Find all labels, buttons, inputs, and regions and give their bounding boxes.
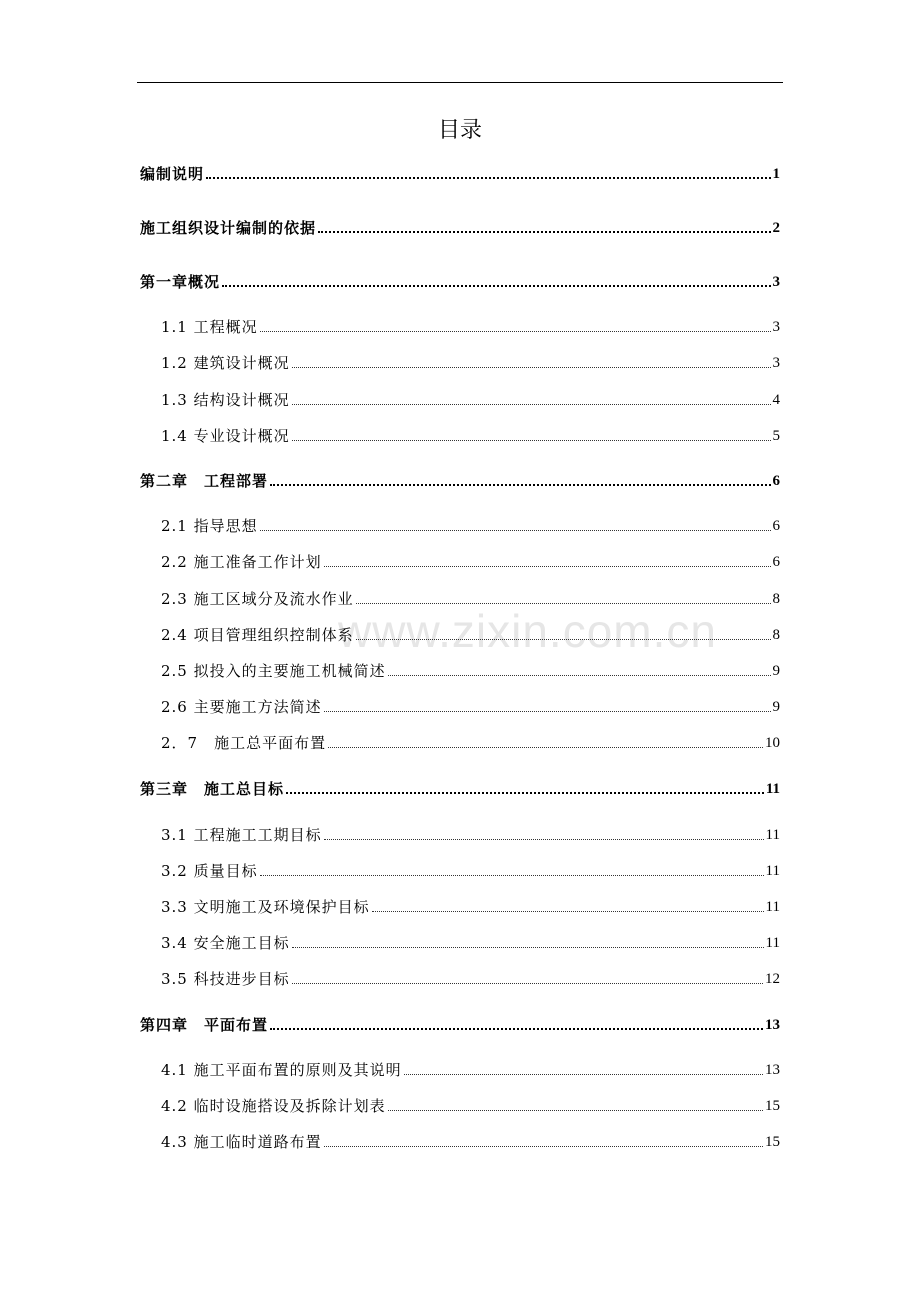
toc-entry-label: 第四章 平面布置 bbox=[140, 1016, 269, 1034]
toc-entry-label: 3.2 质量目标 bbox=[161, 862, 258, 880]
toc-section-entry[interactable] bbox=[161, 588, 780, 610]
toc-chapter-entry[interactable] bbox=[140, 1014, 780, 1036]
toc-page-number: 8 bbox=[772, 627, 780, 643]
toc-page-number: 4 bbox=[772, 392, 780, 408]
toc-section-entry[interactable] bbox=[161, 860, 780, 882]
toc-section-entry[interactable] bbox=[161, 696, 780, 718]
toc-dot-leader bbox=[324, 566, 771, 567]
toc-page-number: 13 bbox=[765, 1017, 780, 1033]
toc-section-entry[interactable] bbox=[161, 551, 780, 573]
toc-section-entry[interactable] bbox=[161, 352, 780, 374]
toc-page-number: 11 bbox=[765, 863, 780, 879]
toc-section-entry[interactable] bbox=[161, 316, 780, 338]
toc-section-entry[interactable] bbox=[161, 515, 780, 537]
toc-page-number: 3 bbox=[772, 319, 780, 335]
toc-entry-label: 1.4 专业设计概况 bbox=[161, 427, 290, 445]
toc-section-entry[interactable] bbox=[161, 732, 780, 754]
toc-dot-leader bbox=[292, 983, 763, 984]
toc-entry-label: 2.6 主要施工方法简述 bbox=[161, 698, 322, 716]
toc-page-number: 11 bbox=[765, 935, 780, 951]
toc-page-number: 6 bbox=[772, 473, 780, 489]
toc-entry-label: 4.2 临时设施搭设及拆除计划表 bbox=[161, 1097, 386, 1115]
toc-dot-leader bbox=[260, 530, 771, 531]
toc-chapter-entry[interactable] bbox=[140, 470, 780, 492]
toc-page-number: 6 bbox=[772, 554, 780, 570]
toc-entry-label: 施工组织设计编制的依据 bbox=[140, 219, 317, 237]
toc-section-entry[interactable] bbox=[161, 932, 780, 954]
toc-entry-label: 1.1 工程概况 bbox=[161, 318, 258, 336]
toc-dot-leader bbox=[260, 875, 764, 876]
toc-section-entry[interactable] bbox=[161, 660, 780, 682]
toc-dot-leader bbox=[270, 484, 770, 486]
toc-page-number: 6 bbox=[772, 518, 780, 534]
toc-page-number: 8 bbox=[772, 591, 780, 607]
toc-page-number: 9 bbox=[772, 663, 780, 679]
toc-title: 目录 bbox=[437, 118, 482, 143]
toc-dot-leader bbox=[404, 1074, 763, 1075]
toc-entry-label: 第三章 施工总目标 bbox=[140, 780, 285, 798]
toc-section-entry[interactable] bbox=[161, 624, 780, 646]
toc-page-number: 1 bbox=[772, 166, 780, 182]
toc-section-entry[interactable] bbox=[161, 389, 780, 411]
toc-page-number: 10 bbox=[765, 735, 780, 751]
toc-chapter-entry[interactable] bbox=[140, 778, 780, 800]
toc-dot-leader bbox=[324, 711, 771, 712]
toc-section-entry[interactable] bbox=[161, 896, 780, 918]
toc-page-number: 5 bbox=[772, 428, 780, 444]
toc-entry-label: 1.3 结构设计概况 bbox=[161, 391, 290, 409]
watermark: www.zixin.com.cn bbox=[338, 605, 717, 657]
toc-page-number: 11 bbox=[765, 781, 780, 797]
toc-entry-label: 3.5 科技进步目标 bbox=[161, 970, 290, 988]
toc-dot-leader bbox=[292, 947, 764, 948]
toc-dot-leader bbox=[260, 331, 771, 332]
toc-page-number: 15 bbox=[765, 1134, 780, 1150]
toc-page-number: 2 bbox=[772, 220, 780, 236]
toc-section-entry[interactable] bbox=[161, 425, 780, 447]
toc-dot-leader bbox=[324, 1146, 763, 1147]
toc-dot-leader bbox=[356, 603, 771, 604]
toc-entry-label: 3.3 文明施工及环境保护目标 bbox=[161, 898, 370, 916]
toc-section-entry[interactable] bbox=[161, 968, 780, 990]
toc-dot-leader bbox=[292, 367, 771, 368]
toc-section-entry[interactable] bbox=[161, 1095, 780, 1117]
toc-page-number: 3 bbox=[772, 355, 780, 371]
toc-dot-leader bbox=[222, 285, 770, 287]
toc-dot-leader bbox=[324, 839, 764, 840]
toc-chapter-entry[interactable] bbox=[140, 217, 780, 239]
toc-section-entry[interactable] bbox=[161, 824, 780, 846]
toc-dot-leader bbox=[286, 792, 764, 794]
toc-page-number: 15 bbox=[765, 1098, 780, 1114]
toc-entry-label: 2.3 施工区域分及流水作业 bbox=[161, 590, 354, 608]
toc-entry-label: 2.5 拟投入的主要施工机械简述 bbox=[161, 662, 386, 680]
toc-dot-leader bbox=[206, 177, 770, 179]
toc-dot-leader bbox=[356, 639, 771, 640]
toc-entry-label: 2.1 指导思想 bbox=[161, 517, 258, 535]
toc-entry-label: 3.1 工程施工工期目标 bbox=[161, 826, 322, 844]
toc-page-number: 11 bbox=[765, 827, 780, 843]
toc-dot-leader bbox=[328, 747, 763, 748]
toc-chapter-entry[interactable] bbox=[140, 271, 780, 293]
toc-section-entry[interactable] bbox=[161, 1131, 780, 1153]
toc-chapter-entry[interactable] bbox=[140, 163, 780, 185]
toc-page-number: 9 bbox=[772, 699, 780, 715]
toc-page-number: 13 bbox=[765, 1062, 780, 1078]
toc-dot-leader bbox=[318, 231, 770, 233]
toc-entry-label: 2.2 施工准备工作计划 bbox=[161, 553, 322, 571]
toc-dot-leader bbox=[292, 404, 771, 405]
toc-dot-leader bbox=[388, 1110, 763, 1111]
toc-entry-label: 2．7 施工总平面布置 bbox=[161, 734, 327, 752]
toc-entry-label: 编制说明 bbox=[140, 165, 205, 183]
toc-dot-leader bbox=[292, 440, 771, 441]
toc-dot-leader bbox=[388, 675, 771, 676]
toc-entry-label: 第二章 工程部署 bbox=[140, 472, 269, 490]
toc-entry-label: 3.4 安全施工目标 bbox=[161, 934, 290, 952]
toc-entry-label: 4.1 施工平面布置的原则及其说明 bbox=[161, 1061, 402, 1079]
toc-dot-leader bbox=[372, 911, 764, 912]
toc-section-entry[interactable] bbox=[161, 1059, 780, 1081]
toc-dot-leader bbox=[270, 1028, 763, 1030]
toc-entry-label: 4.3 施工临时道路布置 bbox=[161, 1133, 322, 1151]
toc-page-number: 11 bbox=[765, 899, 780, 915]
toc-entry-label: 2.4 项目管理组织控制体系 bbox=[161, 626, 354, 644]
toc-page-number: 3 bbox=[772, 274, 780, 290]
toc-entry-label: 1.2 建筑设计概况 bbox=[161, 354, 290, 372]
toc-entry-label: 第一章概况 bbox=[140, 273, 221, 291]
toc-page-number: 12 bbox=[765, 971, 780, 987]
